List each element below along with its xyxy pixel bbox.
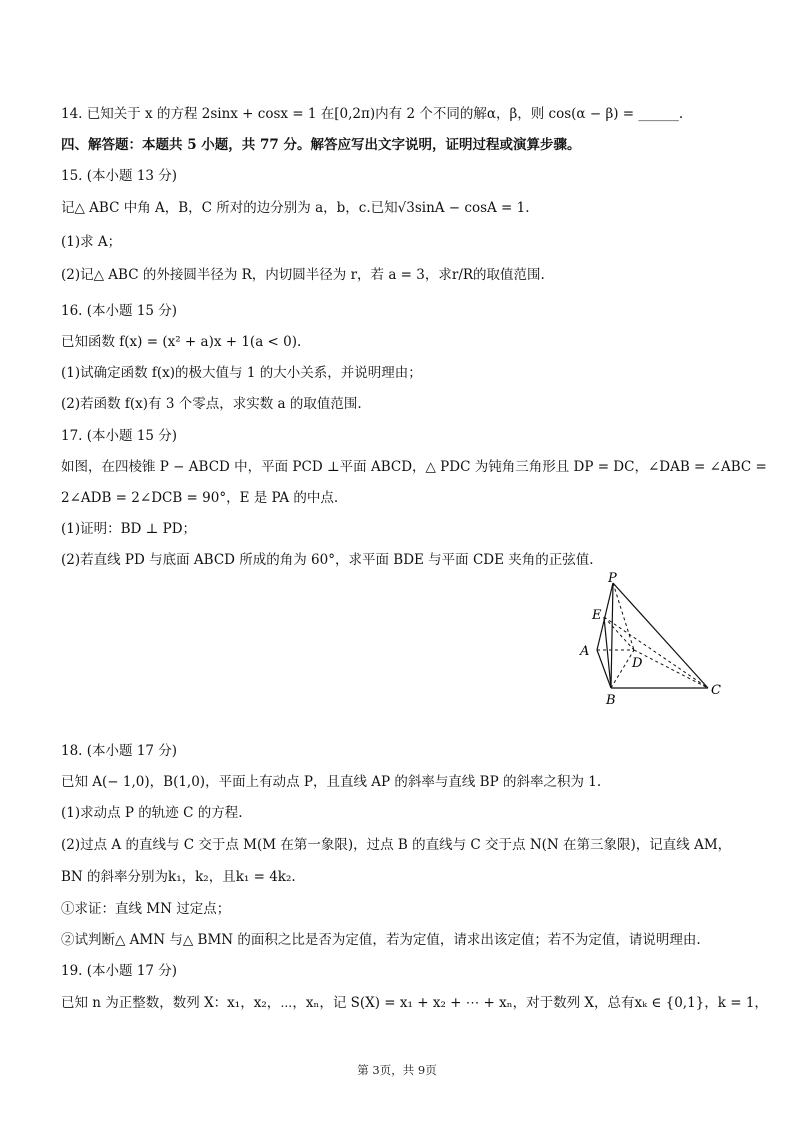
label-E: E xyxy=(592,608,602,623)
edge-PD xyxy=(613,583,634,650)
q17-part2: (2)若直线 PD 与底面 ABCD 所成的角为 60°，求平面 BDE 与平面 CDE 夹角的正弦值. xyxy=(61,552,594,568)
q16-part1: (1)试确定函数 f(x)的极大值与 1 的大小关系，并说明理由； xyxy=(61,365,422,381)
q18-header: 18. (本小题 17 分) xyxy=(61,743,178,759)
edge-PC xyxy=(613,583,708,688)
q19-header: 19. (本小题 17 分) xyxy=(61,963,178,979)
pyramid-figure xyxy=(570,572,730,712)
label-A: A xyxy=(580,644,590,659)
q15-stem: 记△ ABC 中角 A，B，C 所对的边分别为 a，b，c.已知√3sinA − cosA = 1. xyxy=(61,200,530,216)
q18-part2-1: (2)过点 A 的直线与 C 交于点 M(M 在第一象限)，过点 B 的直线与 C 交于点 N(N 在第三象限)，记直线 AM， xyxy=(61,837,732,853)
edge-ED xyxy=(604,617,634,650)
q17-header: 17. (本小题 15 分) xyxy=(61,428,178,444)
edge-BD xyxy=(611,650,634,688)
q18-part1: (1)求动点 P 的轨迹 C 的方程. xyxy=(61,805,243,821)
q19-stem: 已知 n 为正整数，数列 X：x₁，x₂，⋯，xₙ，记 S(X) = x₁ + x₂ + ⋯ + xₙ，对于数列 X，总有xₖ ∈ {0,1}，k = 1， xyxy=(61,995,768,1011)
section-heading: 四、解答题：本题共 5 小题，共 77 分。解答应写出文字说明，证明过程或演算步骤。 xyxy=(61,137,581,153)
q16-stem: 已知函数 f(x) = (x² + a)x + 1(a < 0). xyxy=(61,334,302,350)
q17-stem-2: 2∠ADB = 2∠DCB = 90°，E 是 PA 的中点. xyxy=(61,490,339,506)
page-footer: 第 3页，共 9页 xyxy=(357,1063,437,1077)
q17-part1: (1)证明：BD ⊥ PD； xyxy=(61,521,197,537)
label-C: C xyxy=(711,683,721,698)
q18-part2-2: BN 的斜率分别为k₁，k₂，且k₁ = 4k₂. xyxy=(61,869,296,885)
q18-sub1: ①求证：直线 MN 过定点； xyxy=(61,901,231,917)
edge-DC xyxy=(634,650,708,688)
q15-part1: (1)求 A； xyxy=(61,234,122,250)
q16-header: 16. (本小题 15 分) xyxy=(61,303,178,319)
label-B: B xyxy=(606,693,616,708)
q18-stem: 已知 A(− 1,0)，B(1,0)，平面上有动点 P，且直线 AP 的斜率与直线 BP 的斜率之积为 1. xyxy=(61,774,602,790)
line-q14: 14. 已知关于 x 的方程 2sinx + cosx = 1 在[0,2π)内有 2 个不同的解α，β，则 cos(α − β) = ______. xyxy=(61,106,684,122)
edge-EC xyxy=(604,617,708,688)
q16-part2: (2)若函数 f(x)有 3 个零点，求实数 a 的取值范围. xyxy=(61,396,362,412)
q15-header: 15. (本小题 13 分) xyxy=(61,168,178,184)
label-D: D xyxy=(632,656,643,671)
q18-sub2: ②试判断△ AMN 与△ BMN 的面积之比是否为定值，若为定值，请求出该定值；若不为定值，请说明理由. xyxy=(61,932,701,948)
label-P: P xyxy=(608,572,617,586)
edge-PB xyxy=(611,583,613,688)
q17-stem-1: 如图，在四棱锥 P − ABCD 中，平面 PCD ⊥平面 ABCD，△ PDC 为钝角三角形且 DP = DC，∠DAB = ∠ABC = xyxy=(61,459,767,475)
q15-part2: (2)记△ ABC 的外接圆半径为 R，内切圆半径为 r，若 a = 3，求r/R的取值范围. xyxy=(61,267,545,283)
